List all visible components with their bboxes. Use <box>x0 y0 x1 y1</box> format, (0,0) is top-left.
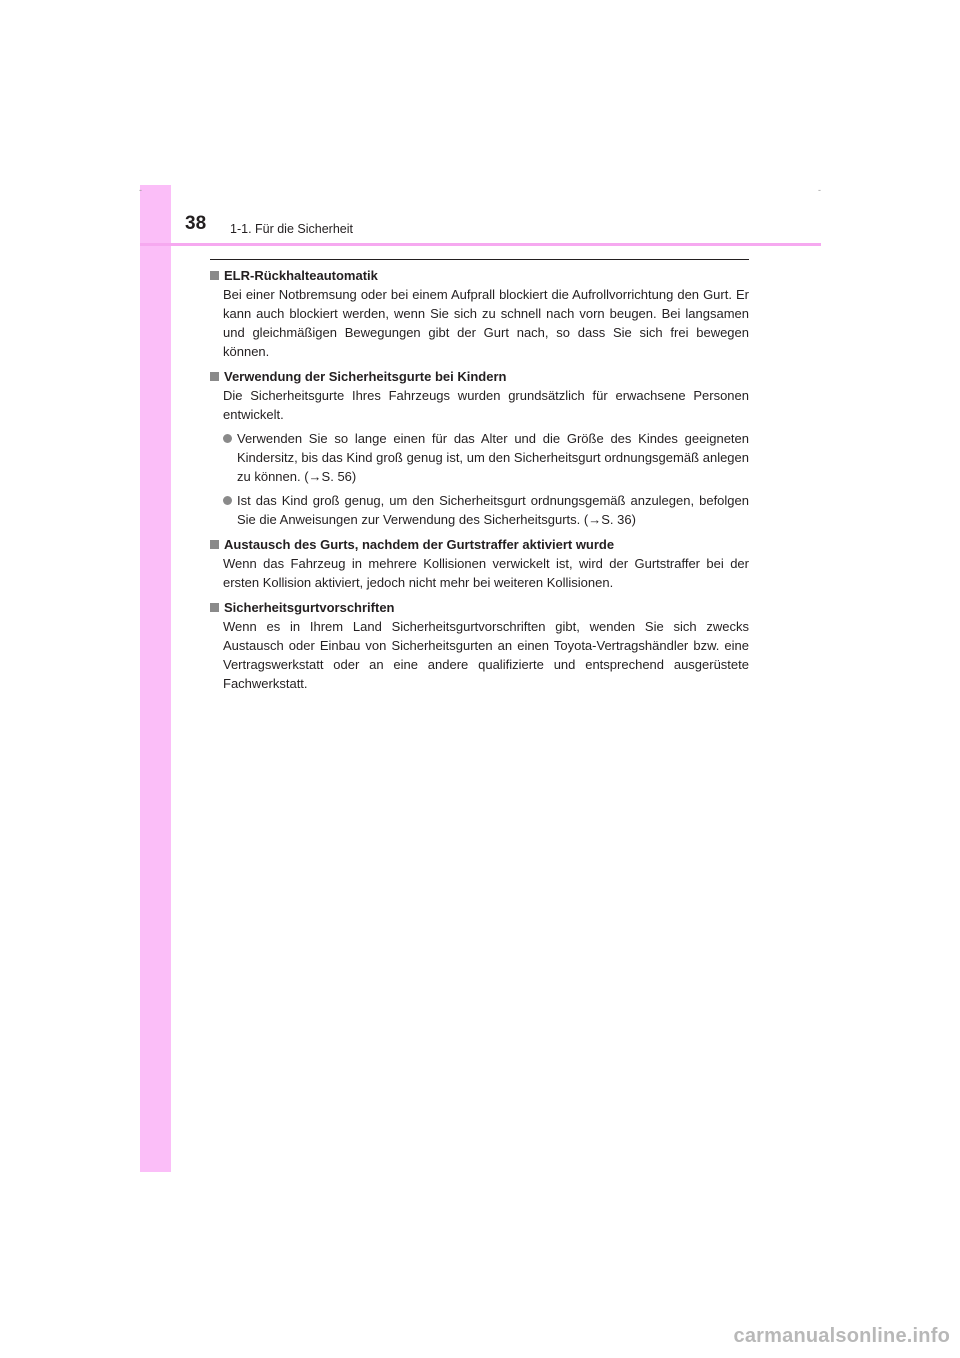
section-elr <box>210 266 749 361</box>
section-paragraph: Bei einer Notbremsung oder bei einem Aufprall blockiert die Aufrollvorrichtung den Gurt. Er kann auch blockiert werden, wenn Sie sich zu schnell nach vorn beugen. Bei langsamen und gleichmäßigen Bewegungen gibt der Gurt nach, so dass Sie sich frei bewegen können. <box>223 287 749 359</box>
heading-text: ELR-Rückhalteautomatik <box>224 268 378 283</box>
heading-text: Verwendung der Sicherheitsgurte bei Kindern <box>224 369 507 384</box>
square-bullet-icon <box>210 603 219 612</box>
content-top-rule <box>210 259 749 260</box>
watermark-logo: carmanualsonline.info <box>733 1325 950 1347</box>
section-heading <box>210 266 749 285</box>
square-bullet-icon <box>210 372 219 381</box>
section-regulations <box>210 598 749 693</box>
heading-text: Sicherheitsgurtvorschriften <box>224 600 395 615</box>
section-paragraph: Wenn das Fahrzeug in mehrere Kollisionen verwickelt ist, wird der Gurtstraffer bei der ersten Kollision aktiviert, jedoch nicht mehr bei weiteren Kollisionen. <box>223 556 749 590</box>
square-bullet-icon <box>210 540 219 549</box>
square-bullet-icon <box>210 271 219 280</box>
page-number: 38 <box>185 213 207 234</box>
heading-text: Austausch des Gurts, nachdem der Gurtstraffer aktiviert wurde <box>224 537 615 552</box>
section-paragraph: Wenn es in Ihrem Land Sicherheitsgurtvorschriften gibt, wenden Sie sich zwecks Austausch oder Einbau von Sicherheitsgurten an einen Toyota-Vertragshändler bzw. eine Vertragswerkstatt oder an eine andere qualifizierte und entsprechend ausgerüstete Fachwerkstatt. <box>223 619 749 691</box>
crop-mark-right: - <box>818 185 821 195</box>
circle-bullet-icon <box>223 434 232 443</box>
section-heading <box>210 367 749 386</box>
section-pretensioner <box>210 535 749 592</box>
section-paragraph: Die Sicherheitsgurte Ihres Fahrzeugs wurden grundsätzlich für erwachsene Personen entwickelt. <box>223 388 749 422</box>
section-heading <box>210 535 749 554</box>
list-item <box>223 429 749 486</box>
chapter-tab-bar <box>140 185 171 1172</box>
section-title: 1-1. Für die Sicherheit <box>230 222 353 236</box>
section-heading <box>210 598 749 617</box>
list-item-text: Verwenden Sie so lange einen für das Alter und die Größe des Kindes geeigneten Kindersitz, bis das Kind groß genug ist, um den Sicherheitsgurt ordnungsgemäß anlegen zu können. (→S. 56) <box>237 431 749 484</box>
header-rule <box>140 243 821 246</box>
list-item <box>223 491 749 529</box>
section-children <box>210 367 749 529</box>
content-body <box>210 266 749 699</box>
crop-mark-left: - <box>139 185 142 195</box>
circle-bullet-icon <box>223 496 232 505</box>
list-item-text: Ist das Kind groß genug, um den Sicherheitsgurt ordnungsgemäß anzulegen, befolgen Sie die Anweisungen zur Verwendung des Sicherheitsgurts. (→S. 36) <box>237 493 749 527</box>
